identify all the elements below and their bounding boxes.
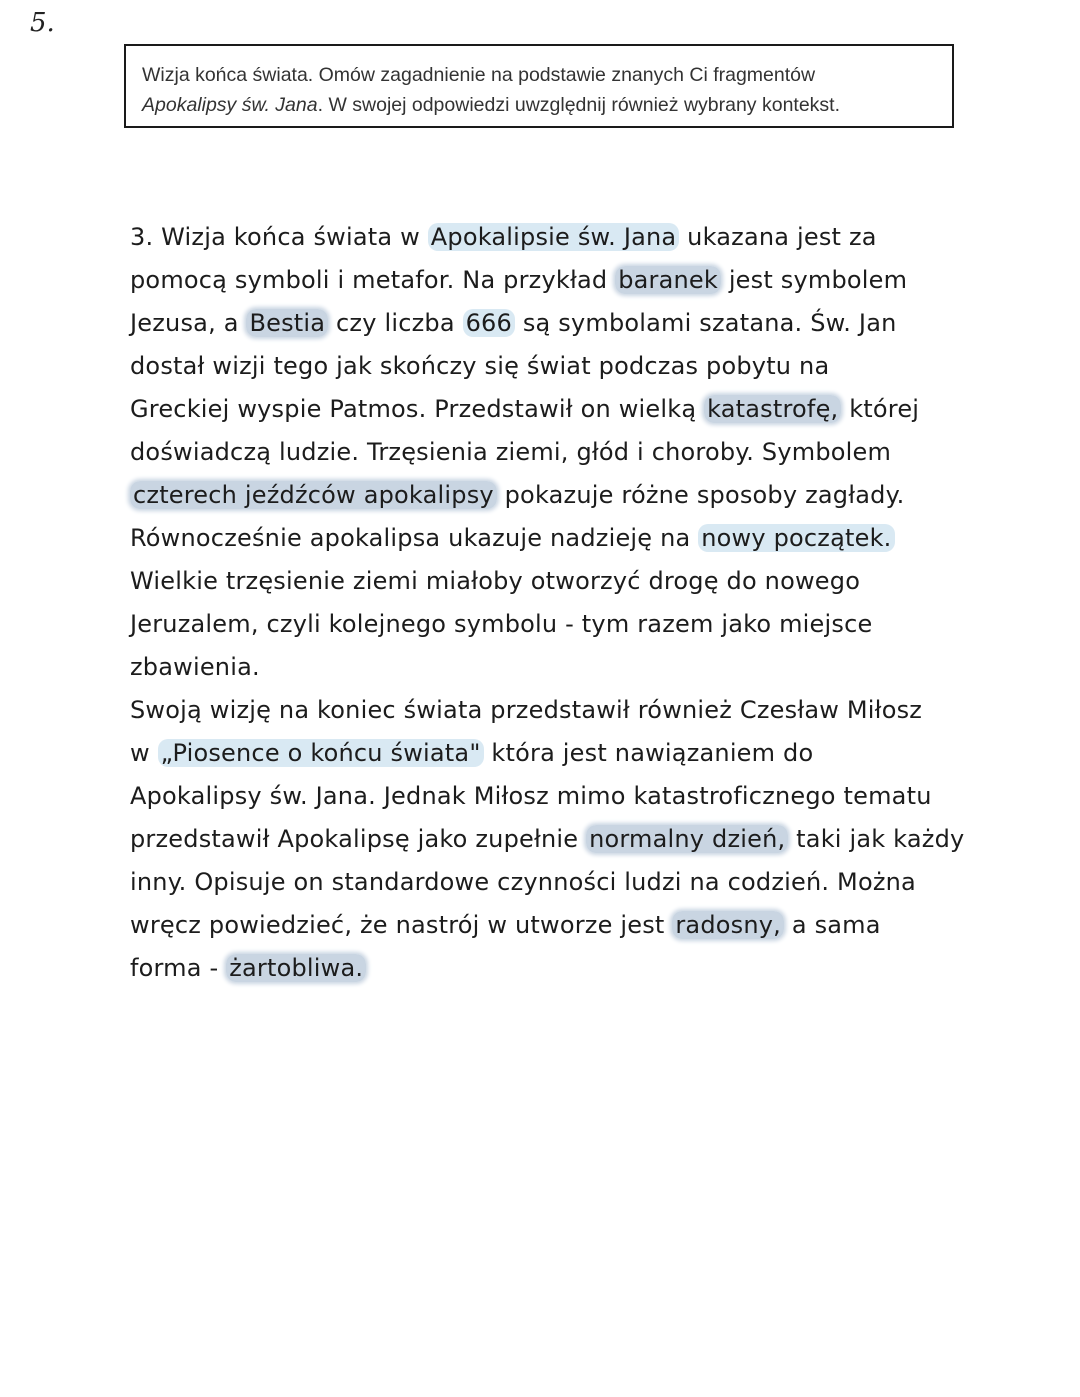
essay-line: Greckiej wyspie Patmos. Przedstawił on wielką katastrofę, której <box>130 395 920 423</box>
highlight: baranek <box>615 266 721 294</box>
essay-line: forma - żartobliwa. <box>130 947 960 990</box>
task-line-1: Wizja końca świata. Omów zagadnienie na podstawie znanych Ci fragmentów <box>142 64 816 86</box>
essay-line: 3. Wizja końca świata w Apokalipsie św. Jana ukazana jest za <box>130 223 877 251</box>
highlight: żartobliwa. <box>226 954 366 982</box>
essay-line: Wielkie trzęsienie ziemi miałoby otworzyć drogę do nowego <box>130 567 861 595</box>
highlight: czterech jeźdźców apokalipsy <box>130 481 497 509</box>
handwritten-essay <box>130 216 965 990</box>
highlight: katastrofę, <box>704 395 841 423</box>
essay-line: inny. Opisuje on standardowe czynności ludzi na codzień. Można <box>130 868 916 896</box>
page-number: 5. <box>30 8 55 38</box>
highlight: nowy początek. <box>698 524 894 552</box>
essay-line: zbawienia. <box>130 653 260 681</box>
essay-line: wręcz powiedzieć, że nastrój w utworze jest radosny, a sama <box>130 911 881 939</box>
essay-line: pomocą symboli i metafor. Na przykład baranek jest symbolem <box>130 266 908 294</box>
essay-line: przedstawił Apokalipsę jako zupełnie normalny dzień, taki jak każdy <box>130 825 965 853</box>
essay-line: Jezusa, a Bestia czy liczba 666 są symbolami szatana. Św. Jan <box>130 309 897 337</box>
highlight: „Piosence o końcu świata" <box>158 739 484 767</box>
essay-line: Jeruzalem, czyli kolejnego symbolu - tym razem jako miejsce <box>130 610 873 638</box>
essay-line: Równocześnie apokalipsa ukazuje nadzieję na nowy początek. <box>130 517 960 560</box>
highlight: radosny, <box>672 911 784 939</box>
essay-line: w „Piosence o końcu świata" która jest nawiązaniem do <box>130 739 814 767</box>
task-prompt-box <box>124 44 954 128</box>
essay-line: czterech jeźdźców apokalipsy pokazuje różne sposoby zagłady. <box>130 474 960 517</box>
task-line-2-rest: . W swojej odpowiedzi uwzględnij również wybrany kontekst. <box>317 94 841 116</box>
task-line-2 <box>142 90 936 120</box>
essay-line: Swoją wizję na koniec świata przedstawił również Czesław Miłosz <box>130 696 923 724</box>
task-title-italic: Apokalipsy św. Jana <box>142 94 318 116</box>
highlight: Apokalipsie św. Jana <box>428 223 680 251</box>
essay-line: dostał wizji tego jak skończy się świat podczas pobytu na <box>130 352 830 380</box>
highlight: normalny dzień, <box>586 825 788 853</box>
highlight: 666 <box>463 309 515 337</box>
highlight: Bestia <box>246 309 328 337</box>
essay-line: Apokalipsy św. Jana. Jednak Miłosz mimo katastroficznego tematu <box>130 782 932 810</box>
essay-line: doświadczą ludzie. Trzęsienia ziemi, głód i choroby. Symbolem <box>130 438 892 466</box>
